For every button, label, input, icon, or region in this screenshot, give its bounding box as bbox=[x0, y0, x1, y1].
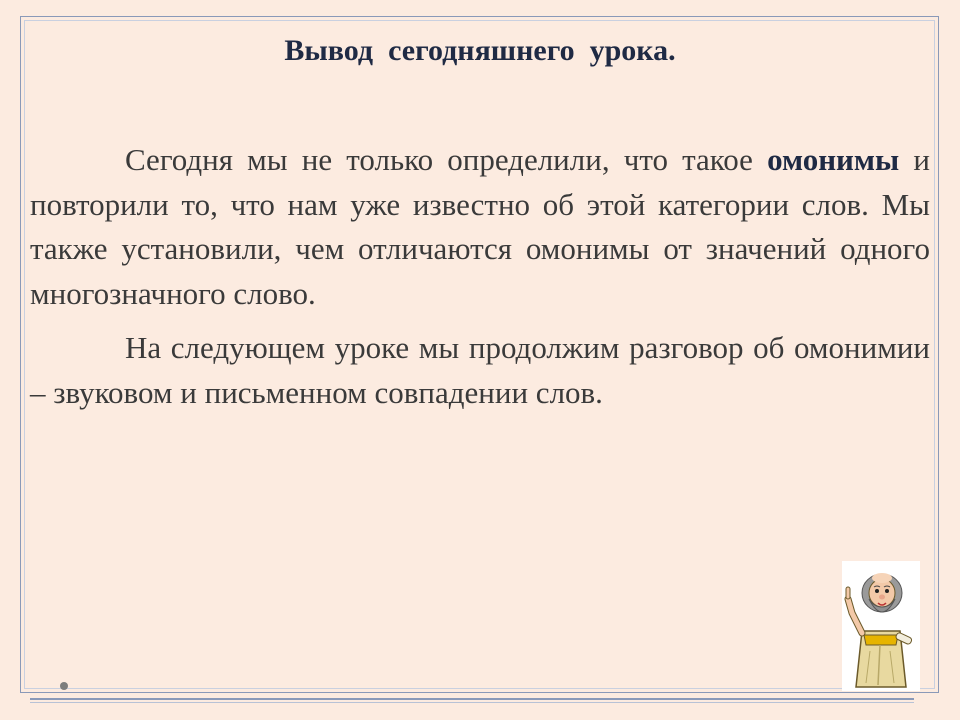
slide-bullet-dot bbox=[60, 682, 68, 690]
paragraph-summary-start: Сегодня мы не только определили, что такое bbox=[125, 142, 768, 177]
paragraph-summary bbox=[30, 138, 930, 316]
term-homonyms: омонимы bbox=[767, 142, 900, 177]
bottom-rule-thin bbox=[30, 702, 914, 703]
slide-body bbox=[30, 138, 930, 415]
paragraph-summary-end: и повторили то, что нам уже известно об этой категории слов. Мы также установили, чем отличаются омонимы от значений одного многозначного слово. bbox=[30, 142, 930, 311]
slide-title: Вывод сегодняшнего урока. bbox=[284, 34, 676, 67]
paragraph-next-lesson: На следующем уроке мы продолжим разговор об омонимии – звуковом и письменном совпадении слов. bbox=[30, 330, 930, 410]
bottom-rule bbox=[30, 698, 914, 700]
philosopher-cartoon-icon bbox=[842, 561, 920, 691]
